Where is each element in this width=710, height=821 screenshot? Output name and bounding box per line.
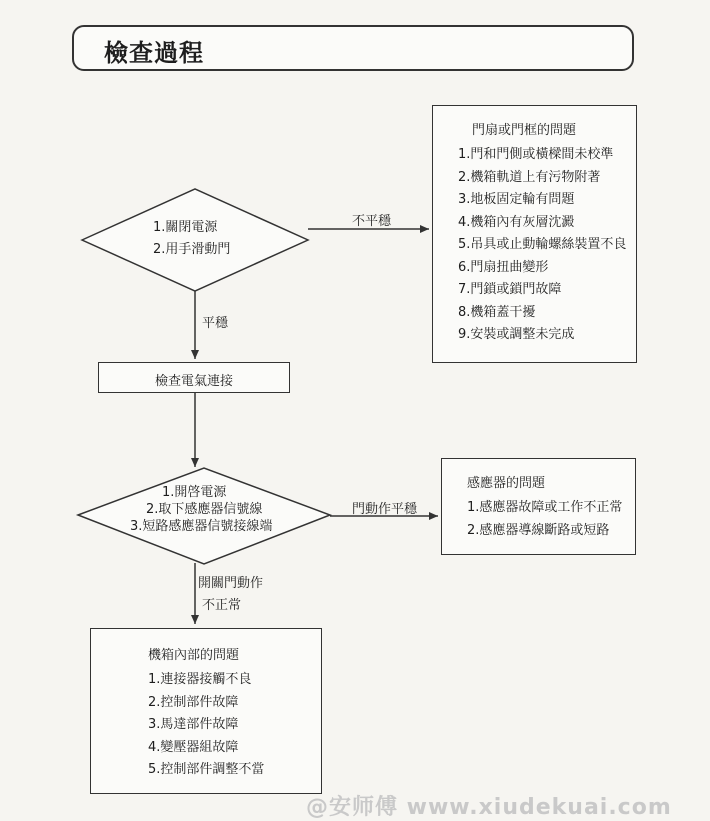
edge-label-d2-down-2: 不正常 [202,598,242,613]
door-item: 8.機箱蓋干擾 [458,304,536,320]
decision-1-text [153,217,230,261]
door-item: 2.機箱軌道上有污物附著 [458,169,601,185]
door-frame-problems-header: 門扇或門框的問題 [472,123,577,138]
door-item: 5.吊具或止動輪螺絲裝置不良 [458,237,627,252]
edge-label-d1-right: 不平穩 [352,214,392,229]
door-item: 7.門鎖或鎖門故障 [458,282,562,297]
door-item: 6.門扇扭曲變形 [458,259,549,275]
decision-1-line-2: 2.用手滑動門 [153,242,231,257]
internal-problems-box [90,628,322,794]
check-electrical-label: 檢查電氣連接 [155,374,234,389]
edge-label-d2-down-1: 開關門動作 [198,576,264,591]
sensor-problems-box [441,458,636,555]
door-frame-problems-box [432,105,637,363]
check-electrical-box [98,362,290,393]
decision-2-text [130,484,273,535]
decision-2-line-3: 3.短路感應器信號接線端 [130,519,273,534]
door-item: 9.安裝或調整未完成 [458,327,575,342]
edge-label-d2-right: 門動作平穩 [352,502,418,517]
edge-label-d1-down: 平穩 [202,316,229,331]
internal-problems-header: 機箱內部的問題 [148,648,240,663]
sensor-item: 2.感應器導線斷路或短路 [467,522,610,538]
sensor-problems-header: 感應器的問題 [467,476,546,491]
decision-1-line-1: 1.關閉電源 [153,220,218,235]
watermark: @安师傅 www.xiudekuai.com [306,795,672,820]
door-item: 1.門和門側或橫樑間未校準 [458,147,614,162]
sensor-item: 1.感應器故障或工作不正常 [467,500,623,515]
decision-2-line-1: 1.開啓電源 [162,485,227,500]
internal-item: 1.連接器接觸不良 [148,672,252,687]
door-item: 3.地板固定輪有問題 [458,192,575,207]
internal-item: 4.變壓器組故障 [148,739,239,755]
door-item: 4.機箱內有灰層沈澱 [458,214,575,230]
decision-2-line-2: 2.取下感應器信號線 [146,502,263,517]
internal-item: 3.馬達部件故障 [148,717,239,732]
page-title: 檢查過程 [104,39,204,67]
internal-item: 5.控制部件調整不當 [148,762,265,777]
internal-item: 2.控制部件故障 [148,694,239,710]
